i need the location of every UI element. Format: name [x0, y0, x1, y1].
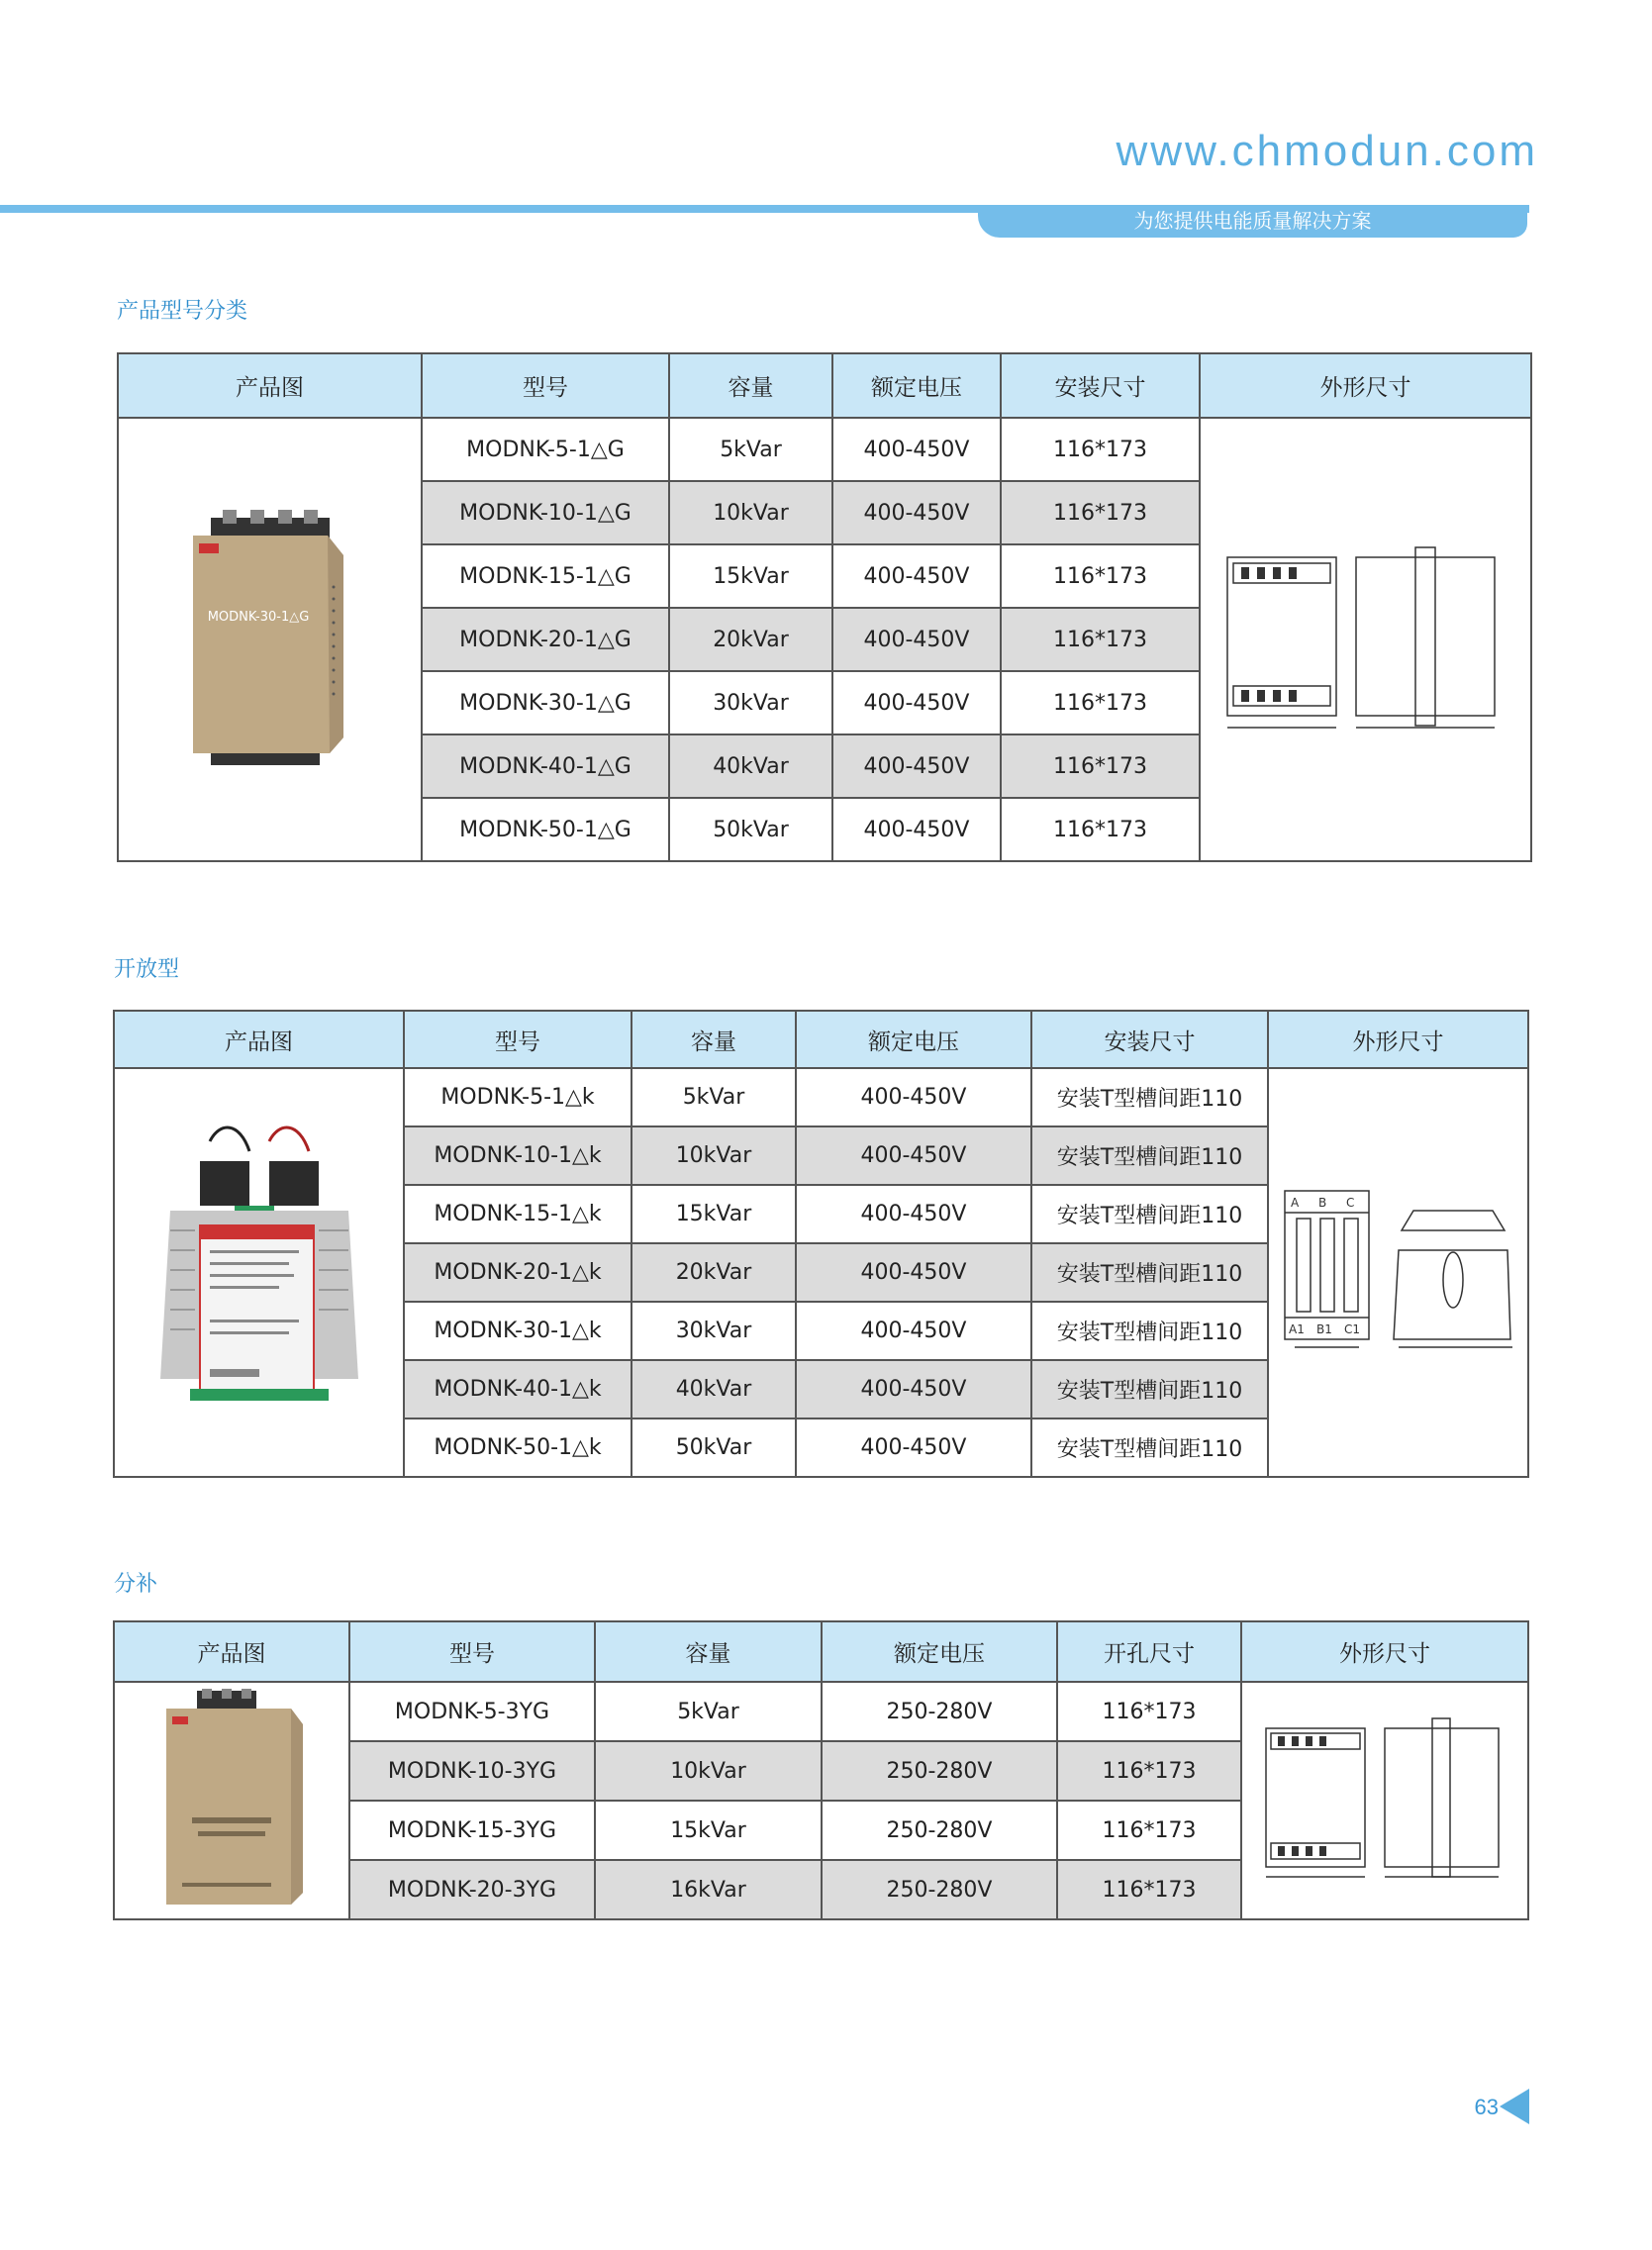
cell-model: MODNK-15-1△k: [404, 1185, 632, 1243]
cell-model: MODNK-30-1△G: [422, 671, 669, 734]
cell-voltage: 400-450V: [832, 544, 1001, 608]
svg-text:C: C: [1345, 1195, 1354, 1210]
cell-voltage: 250-280V: [822, 1801, 1057, 1860]
cell-mount-size: 116*173: [1001, 481, 1200, 544]
cell-model: MODNK-20-1△G: [422, 608, 669, 671]
dimension-drawing: [1241, 1682, 1528, 1919]
col-header-cutout-size: 开孔尺寸: [1057, 1621, 1241, 1682]
cell-model: MODNK-40-1△k: [404, 1360, 632, 1418]
svg-text:A1: A1: [1288, 1321, 1305, 1336]
col-header-image: 产品图: [114, 1621, 349, 1682]
col-header-mount-size: 安装尺寸: [1031, 1011, 1268, 1068]
product-photo-split: [152, 1689, 311, 1907]
col-header-dimensions: 外形尺寸: [1241, 1621, 1528, 1682]
cell-voltage: 400-450V: [796, 1302, 1031, 1360]
cell-model: MODNK-30-1△k: [404, 1302, 632, 1360]
cell-capacity: 30kVar: [669, 671, 832, 734]
dimension-drawing-split: [1256, 1709, 1513, 1887]
cell-mount-size: 安装T型槽间距110: [1031, 1360, 1268, 1418]
cell-mount-size: 116*173: [1001, 734, 1200, 798]
col-header-model: 型号: [349, 1621, 595, 1682]
cell-voltage: 400-450V: [832, 798, 1001, 861]
section-title-open-type: 开放型: [114, 957, 180, 982]
cell-mount-size: 116*173: [1001, 544, 1200, 608]
cell-mount-size: 116*173: [1001, 418, 1200, 481]
col-header-image: 产品图: [114, 1011, 404, 1068]
cell-voltage: 400-450V: [832, 418, 1001, 481]
product-image: [114, 1068, 404, 1477]
cell-mount-size: 安装T型槽间距110: [1031, 1243, 1268, 1302]
cell-voltage: 400-450V: [832, 671, 1001, 734]
col-header-voltage: 额定电压: [796, 1011, 1031, 1068]
col-header-dimensions: 外形尺寸: [1268, 1011, 1528, 1068]
cell-model: MODNK-20-1△k: [404, 1243, 632, 1302]
cell-model: MODNK-40-1△G: [422, 734, 669, 798]
spec-table-split-compensation: [113, 1620, 1529, 1920]
cell-capacity: 15kVar: [632, 1185, 796, 1243]
col-header-capacity: 容量: [595, 1621, 822, 1682]
cell-capacity: 15kVar: [669, 544, 832, 608]
cell-voltage: 400-450V: [832, 734, 1001, 798]
cell-voltage: 400-450V: [832, 481, 1001, 544]
cell-voltage: 250-280V: [822, 1860, 1057, 1919]
cell-model: MODNK-10-1△k: [404, 1126, 632, 1185]
cell-mount-size: 安装T型槽间距110: [1031, 1068, 1268, 1126]
cell-mount-size: 116*173: [1001, 798, 1200, 861]
cell-voltage: 400-450V: [796, 1185, 1031, 1243]
cell-capacity: 10kVar: [669, 481, 832, 544]
cell-voltage: 400-450V: [796, 1068, 1031, 1126]
cell-capacity: 20kVar: [632, 1243, 796, 1302]
dimension-drawing: [1268, 1068, 1528, 1477]
section-title-split-compensation: 分补: [114, 1572, 158, 1597]
svg-text:C1: C1: [1343, 1321, 1360, 1336]
cell-capacity: 5kVar: [595, 1682, 822, 1741]
cell-capacity: 15kVar: [595, 1801, 822, 1860]
table-header-row: [114, 1011, 1528, 1068]
cell-capacity: 10kVar: [632, 1126, 796, 1185]
cell-model: MODNK-5-1△k: [404, 1068, 632, 1126]
table-header-row: [114, 1621, 1528, 1682]
cell-capacity: 5kVar: [669, 418, 832, 481]
col-header-capacity: 容量: [632, 1011, 796, 1068]
col-header-model: 型号: [422, 353, 669, 418]
cell-capacity: 50kVar: [632, 1418, 796, 1477]
cell-model: MODNK-10-3YG: [349, 1741, 595, 1801]
cell-mount-size: 安装T型槽间距110: [1031, 1185, 1268, 1243]
cell-voltage: 400-450V: [796, 1243, 1031, 1302]
cell-capacity: 5kVar: [632, 1068, 796, 1126]
table-header-row: [118, 353, 1531, 418]
svg-text:A: A: [1290, 1195, 1299, 1210]
product-image: [118, 418, 422, 861]
table-row: [114, 1682, 1528, 1741]
page-arrow-icon: [1500, 2089, 1529, 2124]
cell-mount-size: 安装T型槽间距110: [1031, 1126, 1268, 1185]
svg-text:B1: B1: [1315, 1321, 1332, 1336]
section-title-classification: 产品型号分类: [117, 299, 248, 324]
col-header-model: 型号: [404, 1011, 632, 1068]
cell-model: MODNK-50-1△k: [404, 1418, 632, 1477]
col-header-dimensions: 外形尺寸: [1200, 353, 1531, 418]
spec-table-open-type: [113, 1010, 1529, 1478]
cell-mount-size: 安装T型槽间距110: [1031, 1302, 1268, 1360]
cell-mount-size: 安装T型槽间距110: [1031, 1418, 1268, 1477]
cell-model: MODNK-15-1△G: [422, 544, 669, 608]
cell-model: MODNK-5-1△G: [422, 418, 669, 481]
cell-model: MODNK-5-3YG: [349, 1682, 595, 1741]
cell-model: MODNK-10-1△G: [422, 481, 669, 544]
cell-capacity: 20kVar: [669, 608, 832, 671]
table-row: [114, 1068, 1528, 1126]
cell-cutout-size: 116*173: [1057, 1682, 1241, 1741]
col-header-image: 产品图: [118, 353, 422, 418]
table-row: [118, 418, 1531, 481]
cell-model: MODNK-50-1△G: [422, 798, 669, 861]
svg-text:B: B: [1317, 1195, 1326, 1210]
cell-mount-size: 116*173: [1001, 671, 1200, 734]
col-header-capacity: 容量: [669, 353, 832, 418]
cell-mount-size: 116*173: [1001, 608, 1200, 671]
col-header-voltage: 额定电压: [832, 353, 1001, 418]
dimension-drawing-open: [1275, 1171, 1522, 1369]
page-number: 63: [1474, 2095, 1499, 2119]
spec-table-classification: [117, 352, 1532, 862]
cell-model: MODNK-15-3YG: [349, 1801, 595, 1860]
cell-voltage: 250-280V: [822, 1682, 1057, 1741]
cell-voltage: 250-280V: [822, 1741, 1057, 1801]
cell-capacity: 40kVar: [632, 1360, 796, 1418]
site-url[interactable]: www.chmodun.com: [1116, 127, 1538, 175]
cell-voltage: 400-450V: [796, 1418, 1031, 1477]
tagline: 为您提供电能质量解决方案: [978, 205, 1527, 238]
cell-cutout-size: 116*173: [1057, 1801, 1241, 1860]
product-label: MODNK-30-1△G: [207, 610, 309, 625]
cell-cutout-size: 116*173: [1057, 1741, 1241, 1801]
cell-voltage: 400-450V: [796, 1126, 1031, 1185]
cell-capacity: 50kVar: [669, 798, 832, 861]
cell-voltage: 400-450V: [796, 1360, 1031, 1418]
product-photo-enclosed: [171, 508, 369, 765]
cell-capacity: 40kVar: [669, 734, 832, 798]
cell-model: MODNK-20-3YG: [349, 1860, 595, 1919]
product-image: [114, 1682, 349, 1919]
cell-capacity: 30kVar: [632, 1302, 796, 1360]
col-header-mount-size: 安装尺寸: [1001, 353, 1200, 418]
dimension-drawing: [1200, 418, 1531, 861]
cell-capacity: 16kVar: [595, 1860, 822, 1919]
dimension-drawing-enclosed: [1217, 538, 1514, 735]
product-photo-open: [150, 1122, 368, 1418]
cell-cutout-size: 116*173: [1057, 1860, 1241, 1919]
cell-voltage: 400-450V: [832, 608, 1001, 671]
cell-capacity: 10kVar: [595, 1741, 822, 1801]
col-header-voltage: 额定电压: [822, 1621, 1057, 1682]
